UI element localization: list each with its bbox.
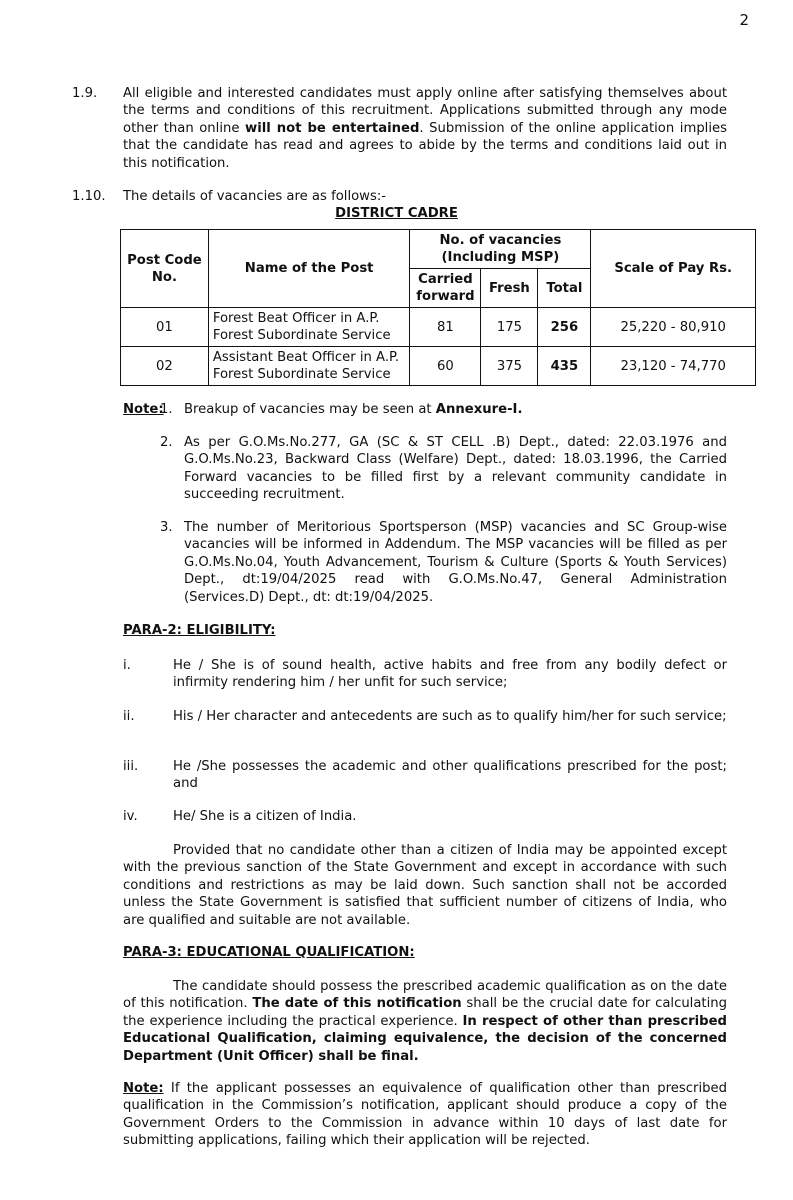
eligibility-iii-number: iii. [123, 759, 139, 774]
para-3-note [123, 1080, 727, 1150]
note-item-1 [160, 401, 727, 418]
para-3-bold-b: In respect of other than prescribed Educational Qualification, claiming equivalence, the decision of the concerned Department (Unit Officer) shall be final. [123, 1013, 727, 1064]
para-1-10-number: 1.10. [72, 189, 106, 204]
note-label: Note: [123, 402, 164, 417]
note-2-text: As per G.O.Ms.No.277, GA (SC & ST CELL .B) Dept., dated: 22.03.1976 and G.O.Ms.No.23, Backward Class (Welfare) Dept., dated: 18.03.1996, the Carried Forward vacancies to be filled first by a relevant community candidate in succeeding recruitment. [184, 435, 727, 503]
row-post-name: Forest Beat Officer in A.P. Forest Subordinate Service [208, 308, 410, 347]
row-total: 435 [538, 347, 591, 386]
header-post-name: Name of the Post [208, 230, 410, 308]
row-carried: 81 [410, 308, 481, 347]
header-vacancies: No. of vacancies (Including MSP) [410, 230, 591, 269]
para-3-text-a: The candidate should possess the prescribed academic qualification as on the date of this notification. [123, 979, 727, 1012]
row-fresh: 175 [481, 308, 538, 347]
vacancy-table [120, 229, 756, 386]
table-header-row [121, 230, 756, 269]
para-3-body [123, 978, 727, 1065]
eligibility-iii-text: He /She possesses the academic and other qualifications prescribed for the post; and [173, 759, 727, 792]
eligibility-i-text: He / She is of sound health, active habits and free from any bodily defect or infirmity rendering him / her unfit for such service; [173, 658, 727, 691]
eligibility-proviso: Provided that no candidate other than a citizen of India may be appointed except with the previous sanction of the State Government and except in accordance with such conditions and restrictions as may be laid down. Such sanction shall not be accorded unless the State Government is satisfied that sufficient number of citizens of India, who are qualified and suitable are not available. [123, 843, 727, 928]
para-3-note-label: Note: [123, 1081, 164, 1096]
row-carried: 60 [410, 347, 481, 386]
note-item-3 [160, 519, 727, 606]
eligibility-iv-text: He/ She is a citizen of India. [173, 809, 357, 824]
row-code: 01 [121, 308, 209, 347]
row-code: 02 [121, 347, 209, 386]
note-3-number: 3. [160, 520, 173, 535]
row-fresh: 375 [481, 347, 538, 386]
para-3-note-text: If the applicant possesses an equivalence of qualification other than prescribed qualification in the Commission’s notification, applicant should produce a copy of the Government Orders to the Commission in advance within 10 days of last date for submitting applications, failing which their application will be rejected. [123, 1081, 727, 1149]
note-1-text: Breakup of vacancies may be seen at [184, 402, 436, 417]
row-scale: 25,220 - 80,910 [591, 308, 756, 347]
note-2-number: 2. [160, 435, 173, 450]
header-carried: Carried forward [410, 269, 481, 308]
row-scale: 23,120 - 74,770 [591, 347, 756, 386]
table-row [121, 308, 756, 347]
para-1-9-number: 1.9. [72, 86, 98, 101]
para-1-9-text-a: All eligible and interested candidates must apply online after satisfying themselves about the terms and conditions of this recruitment. Applications submitted through any mode other than online [123, 86, 727, 136]
header-scale: Scale of Pay Rs. [591, 230, 756, 308]
para-2-heading: PARA-2: ELIGIBILITY: [123, 623, 276, 638]
note-1-bold: Annexure-I. [435, 402, 523, 417]
note-item-2 [160, 434, 727, 504]
para-1-9-bold: will not be entertained [245, 120, 420, 136]
para-1-9-text-b: . Submission of the online application implies that the candidate has read and agrees to abide by the terms and conditions laid out in this notification. [123, 120, 727, 171]
eligibility-ii-number: ii. [123, 709, 135, 724]
eligibility-iv-number: iv. [123, 809, 138, 824]
note-1-number: 1. [160, 402, 173, 417]
header-total: Total [538, 269, 591, 308]
para-3-text-b: shall be the crucial date for calculating the experience including the practical experience. [123, 996, 727, 1029]
header-post-code: Post Code No. [121, 230, 209, 308]
para-1-9-text [123, 85, 727, 172]
eligibility-i-number: i. [123, 658, 131, 673]
header-fresh: Fresh [481, 269, 538, 308]
eligibility-ii-text: His / Her character and antecedents are such as to qualify him/her for such service; [173, 709, 727, 724]
table-title: DISTRICT CADRE [335, 206, 458, 221]
row-post-name: Assistant Beat Officer in A.P. Forest Subordinate Service [208, 347, 410, 386]
para-3-bold-a: The date of this notification [252, 996, 462, 1012]
note-3-text: The number of Meritorious Sportsperson (MSP) vacancies and SC Group-wise vacancies will be informed in Addendum. The MSP vacancies will be filled as per G.O.Ms.No.04, Youth Advancement, Tourism & Culture (Sports & Youth Services) Dept., dt:19/04/2025 read with G.O.Ms.No.47, General Administration (Services.D) Dept., dt: dt:19/04/2025. [184, 520, 727, 605]
table-row [121, 347, 756, 386]
page-number: 2 [739, 11, 749, 29]
row-total: 256 [538, 308, 591, 347]
para-3-heading: PARA-3: EDUCATIONAL QUALIFICATION: [123, 945, 415, 960]
para-1-10-text: The details of vacancies are as follows:- [123, 189, 387, 204]
